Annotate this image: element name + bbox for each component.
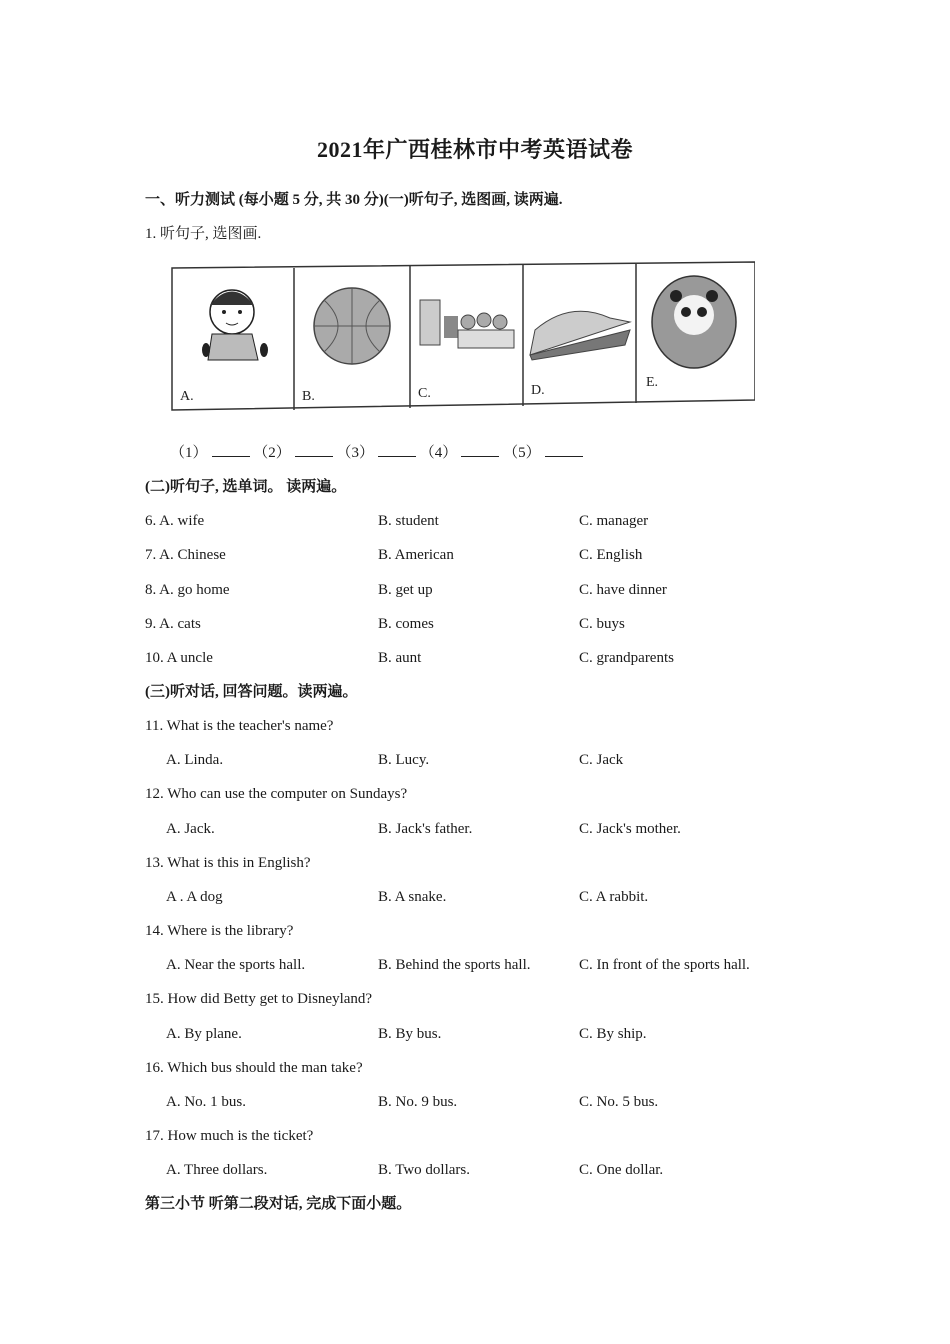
classroom-picture bbox=[420, 300, 514, 348]
question-text: 12. Who can use the computer on Sundays? bbox=[145, 786, 408, 802]
question-option: C. grandparents bbox=[579, 650, 674, 666]
question-option: A. No. 1 bus. bbox=[166, 1094, 247, 1110]
blank-label-5: （5） bbox=[503, 445, 541, 461]
blank-label-2: （2） bbox=[253, 445, 291, 461]
question-option: B. aunt bbox=[378, 650, 422, 666]
question-option: 6. A. wife bbox=[145, 513, 205, 529]
question-text: 17. How much is the ticket? bbox=[145, 1128, 314, 1144]
question-option: 10. A uncle bbox=[145, 650, 213, 666]
question-option: B. By bus. bbox=[378, 1026, 442, 1042]
question-option: 8. A. go home bbox=[145, 582, 230, 598]
picture-label-b: B. bbox=[302, 389, 315, 404]
question-option: A. By plane. bbox=[166, 1026, 242, 1042]
question-option: A. Near the sports hall. bbox=[166, 957, 306, 973]
question-option: C. buys bbox=[579, 616, 625, 632]
answer-blank[interactable] bbox=[295, 442, 333, 457]
question-option: A. Jack. bbox=[166, 821, 215, 837]
question-option: C. have dinner bbox=[579, 582, 667, 598]
question-option: C. No. 5 bus. bbox=[579, 1094, 659, 1110]
shoes-picture bbox=[530, 311, 630, 360]
picture-label-e: E. bbox=[646, 375, 659, 390]
question-option: B. No. 9 bus. bbox=[378, 1094, 458, 1110]
question-option: C. By ship. bbox=[579, 1026, 647, 1042]
page-title: 2021年广西桂林市中考英语试卷 bbox=[316, 137, 633, 162]
question-option: A . A dog bbox=[166, 889, 223, 905]
blank-label-3: （3） bbox=[336, 445, 375, 461]
picture-label-a: A. bbox=[180, 389, 194, 404]
q1-instruction: 1. 听句子, 选图画. bbox=[145, 226, 262, 242]
blank-label-4: （4） bbox=[419, 445, 458, 461]
question-option: A. Three dollars. bbox=[166, 1162, 268, 1178]
question-option: B. A snake. bbox=[378, 889, 447, 905]
answer-blank[interactable] bbox=[461, 442, 499, 457]
question-option: B. student bbox=[378, 513, 439, 529]
question-option: B. Jack's father. bbox=[378, 821, 473, 837]
question-option: B. comes bbox=[378, 616, 434, 632]
section4-heading: 第三小节 听第二段对话, 完成下面小题。 bbox=[145, 1196, 412, 1212]
blank-label-1: （1） bbox=[170, 445, 208, 461]
question-option: B. Lucy. bbox=[378, 752, 430, 768]
question-option: C. manager bbox=[579, 513, 649, 529]
question-option: B. American bbox=[378, 547, 454, 563]
question-option: 7. A. Chinese bbox=[145, 547, 226, 563]
question-option: C. One dollar. bbox=[579, 1162, 664, 1178]
question-text: 11. What is the teacher's name? bbox=[145, 718, 334, 734]
question-text: 16. Which bus should the man take? bbox=[145, 1060, 363, 1076]
question-option: C. In front of the sports hall. bbox=[579, 957, 750, 973]
question-option: A. Linda. bbox=[166, 752, 224, 768]
picture-label-c: C. bbox=[418, 386, 431, 401]
panda-picture bbox=[652, 276, 736, 368]
girl-picture bbox=[202, 290, 268, 360]
picture-label-d: D. bbox=[531, 383, 545, 398]
question-option: C. Jack bbox=[579, 752, 624, 768]
question-option: C. English bbox=[579, 547, 643, 563]
section3-heading: (三)听对话, 回答问题。读两遍。 bbox=[145, 684, 358, 700]
answer-blanks bbox=[170, 442, 583, 463]
question-text: 15. How did Betty get to Disneyland? bbox=[145, 991, 373, 1007]
basketball-picture bbox=[314, 288, 390, 364]
picture-strip bbox=[170, 260, 755, 415]
answer-blank[interactable] bbox=[212, 442, 250, 457]
answer-blank[interactable] bbox=[378, 442, 416, 457]
answer-blank[interactable] bbox=[545, 442, 583, 457]
question-option: B. Two dollars. bbox=[378, 1162, 471, 1178]
section2-heading: (二)听句子, 选单词。 读两遍。 bbox=[145, 479, 347, 495]
question-option: C. Jack's mother. bbox=[579, 821, 681, 837]
question-option: B. Behind the sports hall. bbox=[378, 957, 531, 973]
question-option: C. A rabbit. bbox=[579, 889, 649, 905]
question-text: 14. Where is the library? bbox=[145, 923, 294, 939]
section1-heading: 一、听力测试 (每小题 5 分, 共 30 分)(一)听句子, 选图画, 读两遍. bbox=[145, 192, 563, 208]
question-text: 13. What is this in English? bbox=[145, 855, 311, 871]
question-option: 9. A. cats bbox=[145, 616, 201, 632]
question-option: B. get up bbox=[378, 582, 433, 598]
